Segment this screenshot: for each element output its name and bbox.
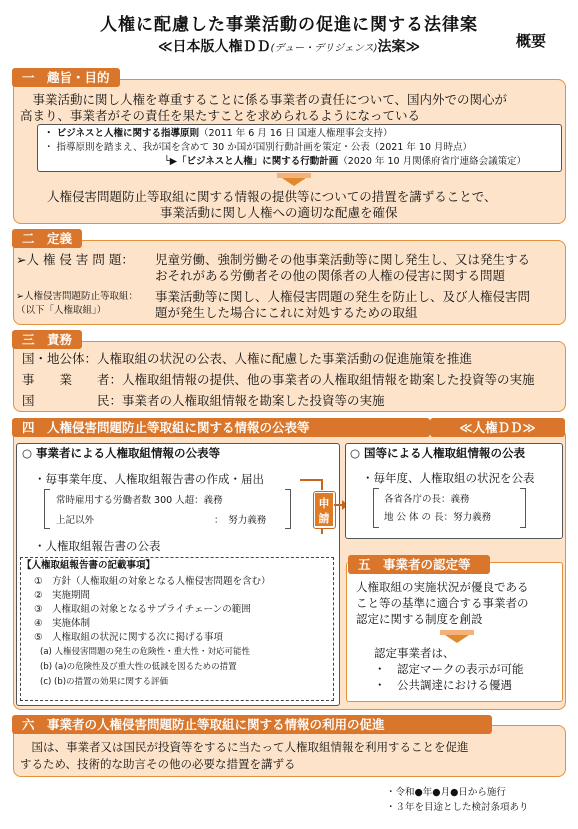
- report-items-list: [34, 575, 271, 644]
- report-item-2: ② 実施期間: [34, 590, 91, 601]
- threshold-bracket: [44, 489, 50, 529]
- threshold-bracket-right: [285, 489, 291, 529]
- duty-row-1: [22, 350, 472, 367]
- business-disclosure-heading: ○ 事業者による人権取組情報の公表等: [22, 446, 221, 460]
- certified-text-2: ・ 認定マークの表示が可能: [374, 662, 524, 676]
- overview-label: 概要: [516, 32, 547, 50]
- purpose-conclusion-1: 人権侵害問題防止等取組に関する情報の提供等についての措置を講ずることで、: [47, 189, 497, 204]
- subtitle-kana: (デュー・デリジェンス): [270, 43, 378, 54]
- certification-down-arrow-icon: [445, 635, 469, 643]
- duty-row-3: [22, 392, 385, 409]
- section-disclosure-tag: 四 人権侵害問題防止等取組に関する情報の公表等: [12, 418, 430, 437]
- filing-tag: [313, 491, 336, 529]
- threshold-row-2b: ： 努力義務: [214, 515, 267, 526]
- government-disclosure-heading: ○ 国等による人権取組情報の公表: [350, 446, 526, 460]
- action-plan-date: （2020 年 10 月関係府省庁連絡会議策定）: [338, 156, 527, 167]
- background-bullet-3: [164, 155, 526, 168]
- purpose-conclusion-2: 事業活動に関し人権への適切な配慮を確保: [160, 205, 398, 220]
- definition-text-2b: 題が発生した場合にこれに対処するための取組: [155, 305, 418, 320]
- definition-text-1a: 児童労働、強制労働その他事業活動等に関し発生し、又は発生する: [155, 252, 531, 267]
- utilization-text-1: 国は、事業者又は国民が投資等をするに当たって人権取組情報を利用することを促進: [20, 740, 469, 754]
- section-disclosure-dd-tag: ≪人権ＤＤ≫: [430, 418, 565, 437]
- section-purpose-tag: 一 趣旨・目的: [12, 68, 120, 87]
- action-plan-label: └▶「ビジネスと人権」に関する行動計画: [164, 156, 339, 167]
- definition-term-2-alias: （以下「人権取組」）: [16, 305, 107, 316]
- government-row-1: 各省各庁の長：義務: [384, 494, 470, 505]
- certification-text-3: 認定に関する制度を創設: [356, 612, 483, 626]
- purpose-text-1: 事業活動に関し人権を尊重することに係る事業者の責任について、国内外での関心が: [20, 92, 508, 107]
- threshold-row-2a: 上記以外: [56, 515, 95, 526]
- background-bullet-2: ・ 指導原則を踏まえ、我が国を含めて 30 か国が国別行動計画を策定・公表（2021 年 10 月時点）: [44, 142, 473, 153]
- threshold-row-1: 常時雇用する労働者数 300 人超：義務: [56, 495, 223, 506]
- duty-who-citizen: 国 民：: [22, 393, 123, 408]
- footer-note-2: ・３年を目途とした検討条項あり: [386, 802, 529, 813]
- duty-text-citizen: 事業者の人権取組情報を勘案した投資等の実施: [122, 393, 385, 408]
- report-items-heading: 【人権取組報告書の記載事項】: [22, 560, 156, 571]
- report-item-4: ④ 実施体制: [34, 618, 91, 629]
- background-bullet-1: [44, 127, 392, 140]
- definition-term-1: ➢人 権 侵 害 問 題：: [16, 252, 134, 267]
- filing-char-1: 申: [318, 497, 330, 510]
- business-disclosure-bullet-1: ・毎事業年度、人権取組報告書の作成・届出: [34, 472, 264, 486]
- guiding-principles-label: ・ ビジネスと人権に関する指導原則: [44, 128, 200, 139]
- subtitle-suffix: 法案≫: [377, 39, 421, 55]
- subtitle-prefix: ≪日本版人権ＤＤ: [157, 39, 271, 55]
- government-bracket-right: [520, 488, 526, 528]
- government-bracket: [373, 488, 379, 528]
- report-item-5: ⑤ 人権取組の状況に関する次に掲げる事項: [34, 632, 224, 643]
- report-subitem-b: (b) (a)の危険性及び重大性の低減を図るための措置: [40, 662, 237, 672]
- footer-note-1: ・令和●年●月●日から施行: [386, 787, 506, 798]
- duty-text-state: 人権取組の状況の公表、人権に配慮した事業活動の促進施策を推進: [97, 351, 473, 366]
- report-subitems-list: [40, 645, 250, 690]
- section-utilization-tag: 六 事業者の人権侵害問題防止等取組に関する情報の利用の促進: [12, 715, 492, 734]
- section-duties-tag: 三 責務: [12, 330, 82, 349]
- definition-text-2a: 事業活動等に関し、人権侵害問題の発生を防止し、及び人権侵害問: [155, 289, 531, 304]
- government-disclosure-bullet-1: ・毎年度、人権取組の状況を公表: [362, 471, 535, 485]
- filing-tag-inner: [315, 493, 333, 526]
- duty-row-2: [22, 371, 535, 388]
- business-disclosure-bullet-2: ・人権取組報告書の公表: [34, 539, 161, 553]
- report-item-3: ③ 人権取組の対象となるサプライチェーンの範囲: [34, 604, 251, 615]
- filing-char-2: 請: [318, 512, 330, 525]
- purpose-text-2: 高まり、事業者がその責任を果たすことを求められるようになっている: [20, 108, 421, 123]
- certified-text-3: ・ 公共調達における優遇: [374, 678, 512, 692]
- report-subitem-a: (a) 人権侵害問題の発生の危険性・重大性・対応可能性: [40, 647, 251, 657]
- report-subitem-c: (c) (b)の措置の効果に関する評価: [40, 677, 169, 687]
- certification-text-2: こと等の基準に適合する事業者の: [356, 596, 529, 610]
- section-definition-tag: 二 定義: [12, 229, 82, 248]
- definition-text-1b: おそれがある労働者その他の関係者の人権の侵害に関する問題: [155, 268, 506, 283]
- section-certification-tag: 五 事業者の認定等: [348, 555, 490, 574]
- page-subtitle: [0, 36, 578, 56]
- utilization-text-2: するため、技術的な助言その他の必要な措置を講ずる: [20, 757, 296, 771]
- duty-text-business: 人権取組情報の提供、他の事業者の人権取組情報を勘案した投資等の実施: [122, 372, 535, 387]
- page-title: 人権に配慮した事業活動の促進に関する法律案: [100, 15, 478, 35]
- report-item-1: ① 方針（人権取組の対象となる人権侵害問題を含む）: [34, 576, 271, 587]
- guiding-principles-date: （2011 年 6 月 16 日 国連人権理事会支持）: [199, 128, 393, 139]
- duty-who-business: 事 業 者：: [22, 372, 123, 387]
- down-arrow-icon: [282, 178, 306, 186]
- definition-term-2: ➢人権侵害問題防止等取組：: [16, 291, 138, 302]
- certification-text-1: 人権取組の実施状況が優良である: [356, 580, 529, 594]
- certified-text-1: 認定事業者は、: [374, 646, 455, 660]
- duty-who-state: 国・地公体：: [22, 351, 98, 366]
- government-row-2: 地 公 体 の 長：努力義務: [384, 512, 492, 523]
